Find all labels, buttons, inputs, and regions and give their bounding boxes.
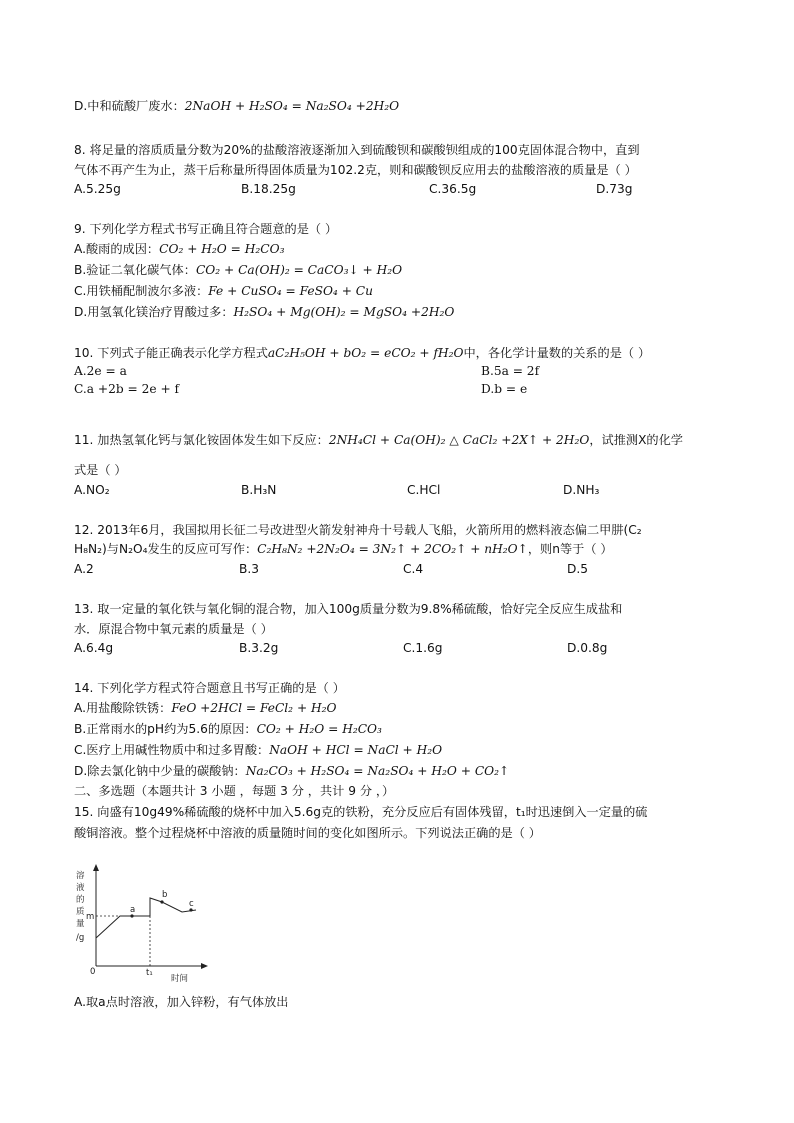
- q12-option-d: D.5: [567, 562, 589, 576]
- graph-ylabel-4: 质: [76, 907, 85, 917]
- q11-options: [74, 481, 754, 499]
- q8-option-a: A.5.25g: [74, 182, 121, 196]
- q14-option-d: D.除去氯化钠中少量的碳酸钠：Na₂CO₃ + H₂SO₄ = Na₂SO₄ + H₂O + CO₂↑: [74, 764, 510, 778]
- q13-options: [74, 639, 754, 657]
- q10-option-b: B.5a = 2f: [481, 364, 540, 378]
- q11-option-a: A.NO₂: [74, 483, 110, 497]
- q13-option-b: B.3.2g: [239, 641, 279, 655]
- graph-ylabel-3: 的: [76, 895, 85, 905]
- graph-ylabel-5: 量: [76, 919, 85, 929]
- q13-option-c: C.1.6g: [403, 641, 443, 655]
- q14-option-c: C.医疗上用碱性物质中和过多胃酸：NaOH + HCl = NaCl + H₂O: [74, 743, 443, 757]
- graph-y-arrow: [93, 864, 99, 871]
- q9-stem: 9. 下列化学方程式书写正确且符合题意的是（ ）: [74, 222, 338, 236]
- graph-t1-label: t₁: [146, 968, 153, 978]
- q12-option-b: B.3: [239, 562, 259, 576]
- graph-point-b-label: b: [162, 890, 168, 900]
- q14-stem: 14. 下列化学方程式符合题意且书写正确的是（ ）: [74, 681, 345, 695]
- q9-option-b: B.验证二氧化碳气体：CO₂ + Ca(OH)₂ = CaCO₃↓ + H₂O: [74, 263, 403, 277]
- q15-line2: 酸铜溶液。整个过程烧杯中溶液的质量随时间的变化如图所示。下列说法正确的是（ ）: [74, 826, 541, 840]
- q14-option-a: A.用盐酸除铁锈：FeO +2HCl = FeCl₂ + H₂O: [74, 701, 337, 715]
- graph-ylabel-2: 液: [76, 883, 85, 893]
- q11-option-c: C.HCl: [407, 483, 441, 497]
- q12-line1: 12. 2013年6月，我国拟用长征二号改进型火箭发射神舟十号载人飞船，火箭所用的燃料液态偏二甲肼(C₂: [74, 523, 642, 537]
- q11-line2: 式是（ ）: [74, 463, 127, 477]
- q9-option-c: C.用铁桶配制波尔多液：Fe + CuSO₄ = FeSO₄ + Cu: [74, 284, 373, 298]
- q15-graph: [74, 862, 224, 990]
- q12-line2: H₈N₂)与N₂O₄发生的反应可写作：C₂H₈N₂ +2N₂O₄ = 3N₂↑ + 2CO₂↑ + nH₂O↑，则n等于（ ）: [74, 542, 613, 556]
- q10-option-c: C.a +2b = 2e + f: [74, 382, 180, 396]
- q11-option-b: B.H₃N: [241, 483, 277, 497]
- q10-option-d: D.b = e: [481, 382, 528, 396]
- q8-line1: 8. 将足量的溶质质量分数为20%的盐酸溶液逐渐加入到硫酸钡和碳酸钡组成的100克固体混合物中，直到: [74, 143, 640, 157]
- graph-xlabel: 时间: [171, 974, 189, 984]
- q13-line2: 水．原混合物中氧元素的质量是（ ）: [74, 622, 273, 636]
- q12-option-c: C.4: [403, 562, 424, 576]
- q13-line1: 13. 取一定量的氧化铁与氧化铜的混合物，加入100g质量分数为9.8%稀硫酸，恰好完全反应生成盐和: [74, 602, 623, 616]
- q11-option-d: D.NH₃: [563, 483, 600, 497]
- q11-stem: 11. 加热氢氧化钙与氯化铵固体发生如下反应：2NH₄Cl + Ca(OH)₂ △ CaCl₂ +2X↑ + 2H₂O，试推测X的化学: [74, 433, 683, 447]
- q8-option-d: D.73g: [596, 182, 633, 196]
- q8-option-c: C.36.5g: [429, 182, 477, 196]
- q13-option-d: D.0.8g: [567, 641, 608, 655]
- q8-options: [74, 180, 754, 198]
- q10-option-a: A.2e = a: [74, 364, 127, 378]
- graph-ylabel-6: /g: [76, 933, 85, 943]
- q8-line2: 气体不再产生为止，蒸干后称量所得固体质量为102.2克，则和碳酸钡反应用去的盐酸溶液的质量是（ ）: [74, 163, 637, 177]
- q10-options-row1: [74, 362, 754, 380]
- q9-option-d: D.用氢氧化镁治疗胃酸过多：H₂SO₄ + Mg(OH)₂ = MgSO₄ +2H₂O: [74, 305, 455, 319]
- section-title-multiple-choice: 二、多选题（本题共计 3 小题 ，每题 3 分 ，共计 9 分 ，）: [74, 784, 395, 798]
- graph-x-arrow: [201, 963, 208, 969]
- q14-option-b: B.正常雨水的pH约为5.6的原因：CO₂ + H₂O = H₂CO₃: [74, 722, 382, 736]
- q8-option-b: B.18.25g: [241, 182, 296, 196]
- q10-options-row2: [74, 380, 754, 398]
- q9-option-a: A.酸雨的成因：CO₂ + H₂O = H₂CO₃: [74, 242, 285, 256]
- graph-m-label: m: [86, 912, 95, 922]
- graph-curve: [96, 898, 196, 938]
- q10-stem: 10. 下列式子能正确表示化学方程式aC₂H₅OH + bO₂ = eCO₂ + fH₂O中，各化学计量数的关系的是（ ）: [74, 346, 651, 360]
- q7-option-d: D.中和硫酸厂废水：2NaOH + H₂SO₄ = Na₂SO₄ +2H₂O: [74, 99, 400, 113]
- graph-point-b: [160, 900, 163, 903]
- graph-origin: 0: [90, 967, 96, 977]
- graph-point-c-label: c: [189, 899, 194, 909]
- graph-point-a-label: a: [130, 905, 136, 915]
- q13-option-a: A.6.4g: [74, 641, 114, 655]
- q12-option-a: A.2: [74, 562, 94, 576]
- q15-option-a: A.取a点时溶液，加入锌粉，有气体放出: [74, 995, 289, 1009]
- graph-ylabel-1: 溶: [76, 871, 85, 881]
- q15-line1: 15. 向盛有10g49%稀硫酸的烧杯中加入5.6g克的铁粉，充分反应后有固体残留，t₁时迅速倒入一定量的硫: [74, 805, 648, 819]
- q12-options: [74, 560, 754, 578]
